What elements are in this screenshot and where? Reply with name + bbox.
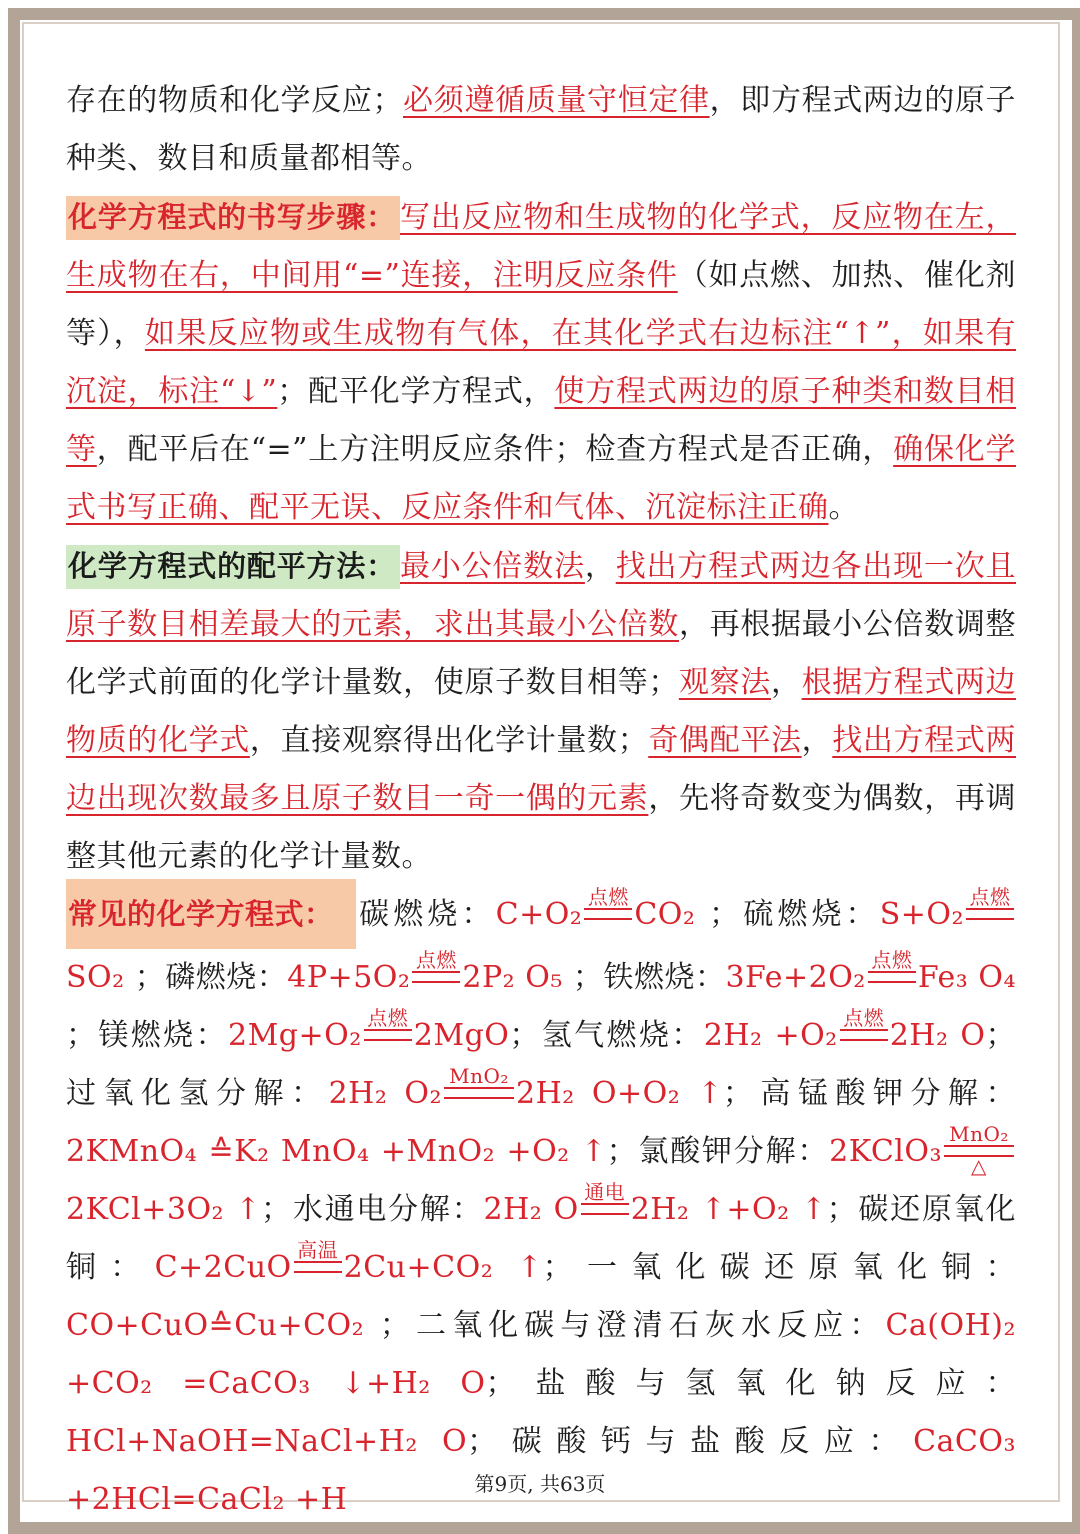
eq-sign — [584, 885, 632, 920]
eq-sign — [966, 885, 1014, 920]
balance-method-2-desc: 根据方程式两边物质的化学式 — [66, 665, 1017, 758]
balance-method-1: 最小公倍数法 — [399, 549, 585, 584]
intro-paragraph — [66, 72, 1016, 188]
balance-paragraph — [66, 537, 1016, 886]
intro-text: 存在的物质和化学反应； — [66, 83, 403, 118]
steps-text-3: ，配平后在“=”上方注明反应条件；检查方程式是否正确， — [96, 432, 894, 467]
intro-highlight: 必须遵循质量守恒定律 — [403, 83, 710, 118]
balance-text-6: ，先将奇数变为偶数，再调整其他元素的化学计量数。 — [66, 781, 1017, 874]
eq-name: ；一氧化碳还原氧化铜： — [542, 1250, 1017, 1285]
eq-products: 2P₂ O₅ — [462, 960, 563, 995]
eq-name: ；过氧化氢分解： — [66, 1018, 1017, 1111]
eq-reactants: 3Fe+2O₂ — [725, 960, 866, 995]
eq-reactants: 2Mg+O₂ — [227, 1018, 362, 1053]
balance-method-3: 奇偶配平法 — [648, 723, 802, 758]
eq-full: CO+CuO≙Cu+CO₂ — [66, 1308, 365, 1343]
balance-text-2: ，再根据最小公倍数调整化学式前面的化学计量数，使原子数目相等； — [66, 607, 1016, 700]
steps-highlight-1: 写出反应物和生成物的化学式，反应物在左，生成物在右，中间用“=”连接，注明反应条件 — [66, 200, 1016, 293]
eq-products: CO₂ — [634, 897, 696, 932]
eq-products: 2H₂ O — [889, 1018, 986, 1053]
steps-highlight-2: 如果反应物或生成物有气体，在其化学式右边标注“↑”，如果有沉淀，标注“↓” — [66, 316, 1017, 409]
document-body — [66, 72, 1016, 1529]
eq-name: ；镁燃烧： — [66, 1018, 228, 1053]
eq-condition-below: △ — [971, 1154, 987, 1178]
eq-full: 2KMnO₄ ≙K₂ MnO₄ +MnO₂ +O₂ ↑ — [66, 1134, 607, 1169]
eq-condition: 点燃 — [415, 948, 457, 972]
eq-name: ；氢气燃烧： — [509, 1018, 704, 1053]
eq-reactants: 2H₂ O — [483, 1192, 579, 1227]
balance-text-5: ， — [801, 723, 833, 758]
eq-condition: 点燃 — [367, 1006, 409, 1030]
eq-name: ；碳还原氧化铜： — [66, 1192, 1017, 1285]
eq-sign — [840, 1006, 888, 1041]
eq-products: 2MgO — [413, 1018, 510, 1053]
page-number: 第9页, 共63页 — [474, 1472, 606, 1496]
eq-full: CaCO₃ +2HCl=CaCl₂ +H — [66, 1424, 1016, 1517]
eq-name: ；磷燃烧： — [124, 960, 288, 995]
eq-name: ；水通电分解： — [261, 1192, 484, 1227]
steps-heading: 化学方程式的书写步骤： — [66, 196, 400, 240]
eq-condition: MnO₂ — [449, 1064, 509, 1088]
eq-reactants: 2H₂ O₂ — [328, 1076, 443, 1111]
eq-sign — [294, 1238, 342, 1273]
steps-text-1: （如点燃、加热、催化剂等）， — [66, 258, 1017, 351]
eq-products: SO₂ — [66, 960, 125, 995]
eq-condition: 高温 — [297, 1238, 339, 1262]
intro-text-2: ，即方程式两边的原子种类、数目和质量都相等。 — [66, 83, 1017, 176]
eq-name: ；铁燃烧： — [562, 960, 726, 995]
eq-reactants: C+2CuO — [154, 1250, 292, 1285]
eq-sign — [412, 948, 460, 983]
eq-condition: MnO₂ — [949, 1122, 1009, 1146]
balance-text-1: ， — [584, 549, 616, 584]
eq-name: ；高锰酸钾分解： — [722, 1076, 1017, 1111]
eq-condition: 点燃 — [587, 885, 629, 909]
eq-name: ；硫燃烧： — [695, 897, 880, 932]
eq-condition: 点燃 — [843, 1006, 885, 1030]
eq-products: 2KCl+3O₂ ↑ — [66, 1192, 262, 1227]
balance-method-3-desc: 找出方程式两边出现次数最多且原子数目一奇一偶的元素 — [66, 723, 1017, 816]
eq-condition: 点燃 — [871, 948, 913, 972]
eq-sign — [364, 1006, 412, 1041]
eq-full: HCl+NaOH=NaCl+H₂ O — [66, 1424, 468, 1459]
steps-paragraph — [66, 188, 1016, 537]
eq-products: 2H₂ ↑+O₂ ↑ — [630, 1192, 827, 1227]
eq-reactants: 2H₂ +O₂ — [703, 1018, 838, 1053]
eq-name: ；二氧化碳与澄清石灰水反应： — [364, 1308, 886, 1343]
eq-products: 2H₂ O+O₂ ↑ — [516, 1076, 723, 1111]
eq-sign — [944, 1122, 1014, 1178]
eq-reactants: 4P+5O₂ — [287, 960, 411, 995]
eq-condition: 点燃 — [969, 885, 1011, 909]
eq-products: Fe₃ O₄ — [917, 960, 1016, 995]
common-equations-paragraph — [66, 886, 1016, 1529]
eq-reactants: 2KClO₃ — [829, 1134, 942, 1169]
eq-reactants: S+O₂ — [879, 897, 964, 932]
steps-highlight-4: 确保化学式书写正确、配平无误、反应条件和气体、沉淀标注正确 — [66, 432, 1017, 525]
eq-full: Ca(OH)₂ +CO₂ =CaCO₃ ↓+H₂ O — [66, 1308, 1016, 1401]
common-heading: 常见的化学方程式： — [66, 879, 356, 949]
steps-highlight-3: 使方程式两边的原子种类和数目相等 — [66, 374, 1017, 467]
eq-reactants: C+O₂ — [495, 897, 583, 932]
eq-name: ；盐酸与氢氧化钠反应： — [485, 1366, 1017, 1401]
eq-condition: 通电 — [584, 1180, 626, 1204]
balance-method-2: 观察法 — [678, 665, 771, 700]
eq-sign — [581, 1180, 629, 1215]
steps-text-4: 。 — [828, 490, 859, 525]
steps-text-2: ；配平化学方程式， — [277, 374, 555, 409]
eq-name: ；氯酸钾分解： — [606, 1134, 830, 1169]
eq-sign — [444, 1064, 514, 1099]
eq-sign — [868, 948, 916, 983]
balance-text-4: ，直接观察得出化学计量数； — [249, 723, 649, 758]
balance-heading: 化学方程式的配平方法： — [66, 545, 400, 589]
eq-name: ；碳酸钙与盐酸反应： — [467, 1424, 914, 1459]
eq-products: 2Cu+CO₂ ↑ — [343, 1250, 543, 1285]
eq-name: 碳燃烧： — [355, 897, 496, 932]
balance-text-3: ， — [770, 665, 802, 700]
balance-method-1-desc: 找出方程式两边各出现一次且原子数目相差最大的元素，求出其最小公倍数 — [66, 549, 1017, 642]
